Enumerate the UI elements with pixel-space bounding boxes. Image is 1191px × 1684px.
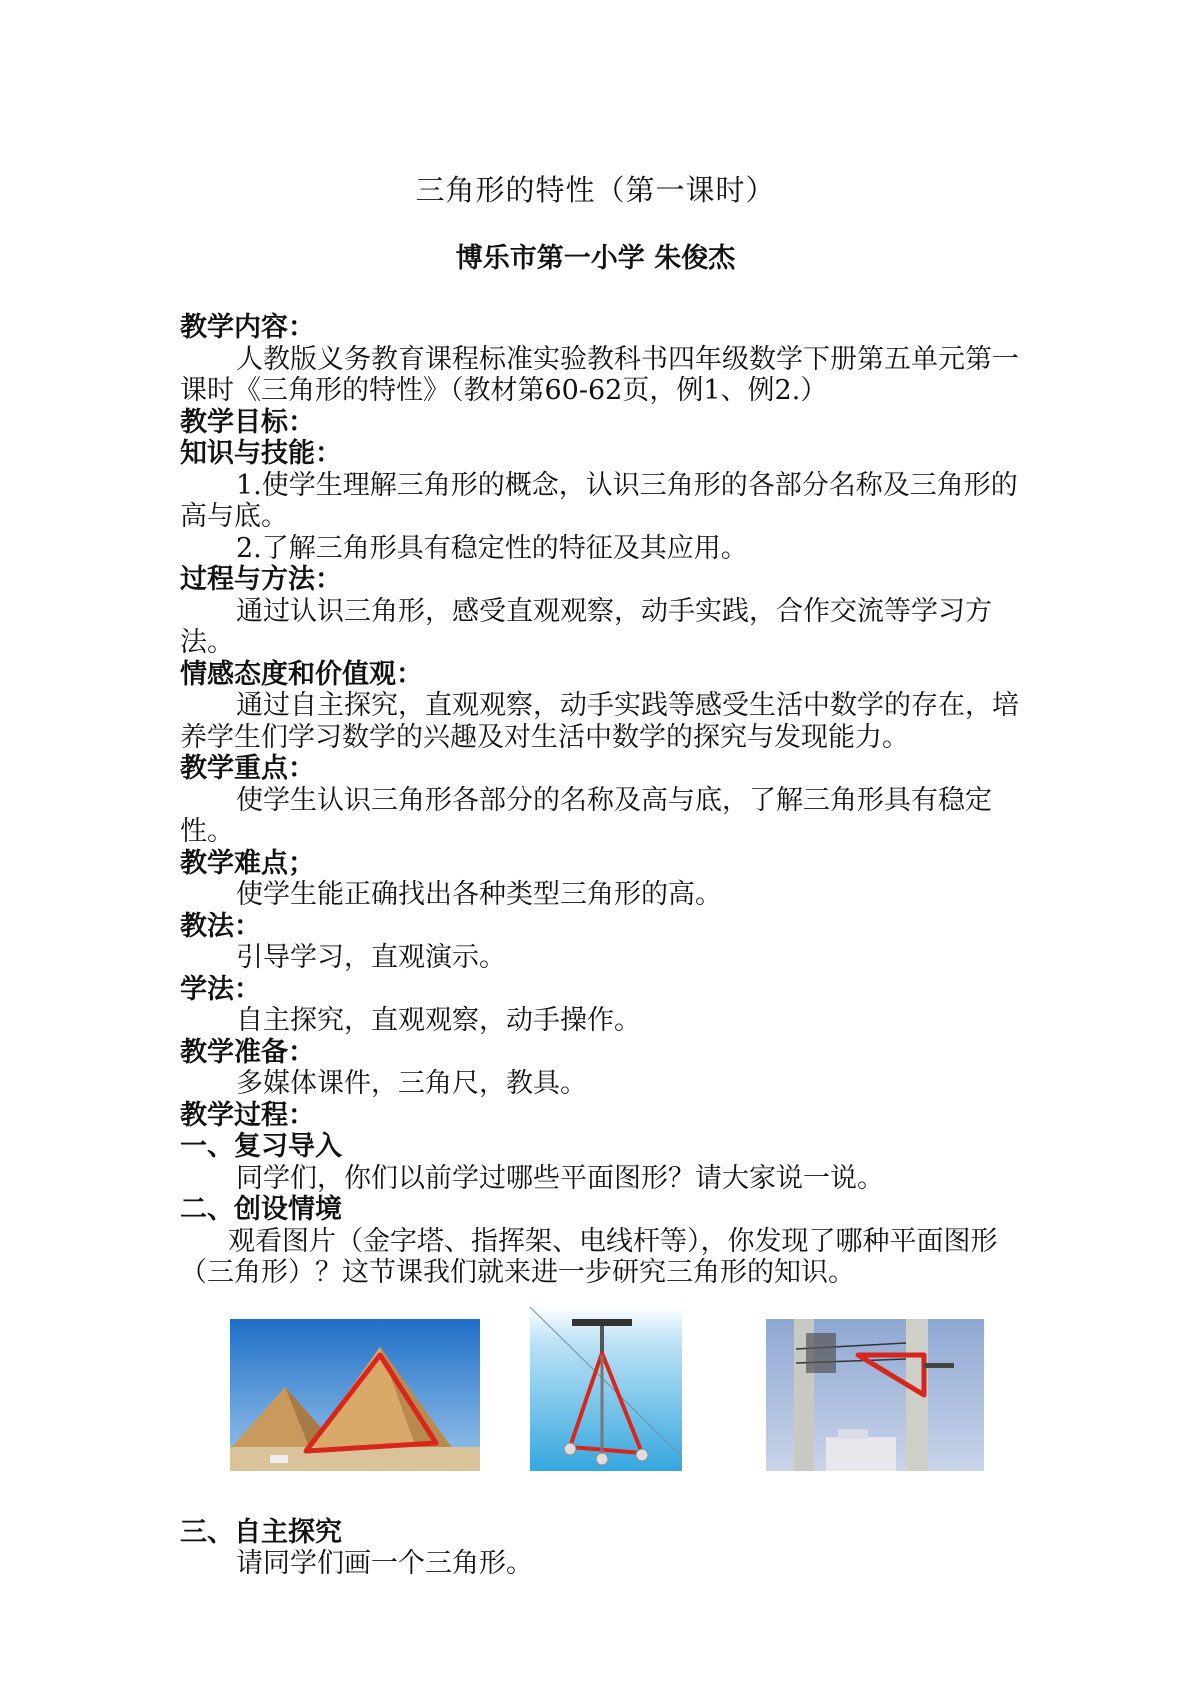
heading-skills: 知识与技能： — [180, 438, 342, 469]
heading-teaching-method: 教法： — [180, 910, 261, 942]
heading-emotion: 情感态度和价值观： — [180, 658, 423, 690]
utility-pole-photo — [766, 1319, 984, 1471]
heading-key-points: 教学重点： — [180, 753, 315, 784]
heading-step-1: 一、复习导入 — [180, 1131, 342, 1162]
document-body — [180, 312, 1020, 1580]
author-line: 博乐市第一小学 朱俊杰 — [455, 243, 736, 274]
heading-content: 教学内容： — [180, 312, 315, 343]
paragraph-content: 人教版义务教育课程标准实验教科书四年级数学下册第五单元第一课时《三角形的特性》（教材第60-62页，例1、例2.） — [180, 343, 1019, 406]
heading-difficulty: 教学难点； — [180, 847, 315, 879]
paragraph-emotion: 通过自主探究，直观观察，动手实践等感受生活中数学的存在，培养学生们学习数学的兴趣及对生活中数学的探究与发现能力。 — [180, 690, 1019, 753]
paragraph-process: 通过认识三角形，感受直观观察，动手实践，合作交流等学习方法。 — [180, 595, 992, 658]
page-title: 三角形的特性（第一课时） — [415, 173, 776, 207]
paragraph-key-points: 使学生认识三角形各部分的名称及高与底，了解三角形具有稳定性。 — [180, 784, 992, 847]
skills-item-2: 2.了解三角形具有稳定性的特征及其应用。 — [236, 532, 748, 564]
paragraph-learning-method: 自主探究，直观观察，动手操作。 — [236, 1005, 641, 1036]
paragraph-step-2: 观看图片（金字塔、指挥架、电线杆等），你发现了哪种平面图形（三角形）？这节课我们就来进一步研究三角形的知识。 — [180, 1225, 998, 1288]
paragraph-teaching-method: 引导学习，直观演示。 — [236, 942, 506, 973]
heading-preparation: 教学准备： — [180, 1036, 315, 1068]
paragraph-difficulty: 使学生能正确找出各种类型三角形的高。 — [236, 879, 722, 910]
heading-learning-method: 学法： — [180, 973, 261, 1005]
paragraph-step-1: 同学们，你们以前学过哪些平面图形？请大家说一说。 — [236, 1162, 884, 1194]
tripod-photo — [530, 1307, 682, 1471]
image-row — [180, 1307, 1020, 1503]
pyramid-photo — [230, 1319, 480, 1471]
heading-teaching-process: 教学过程： — [180, 1099, 315, 1131]
heading-step-2: 二、创设情境 — [180, 1194, 342, 1225]
paragraph-preparation: 多媒体课件，三角尺，教具。 — [236, 1068, 587, 1099]
paragraph-step-3: 请同学们画一个三角形。 — [236, 1548, 533, 1579]
heading-step-3: 三、自主探究 — [180, 1516, 342, 1548]
heading-process: 过程与方法： — [180, 564, 342, 595]
heading-goals: 教学目标： — [180, 406, 315, 438]
skills-item-1: 1.使学生理解三角形的概念，认识三角形的各部分名称及三角形的高与底。 — [180, 469, 1018, 532]
